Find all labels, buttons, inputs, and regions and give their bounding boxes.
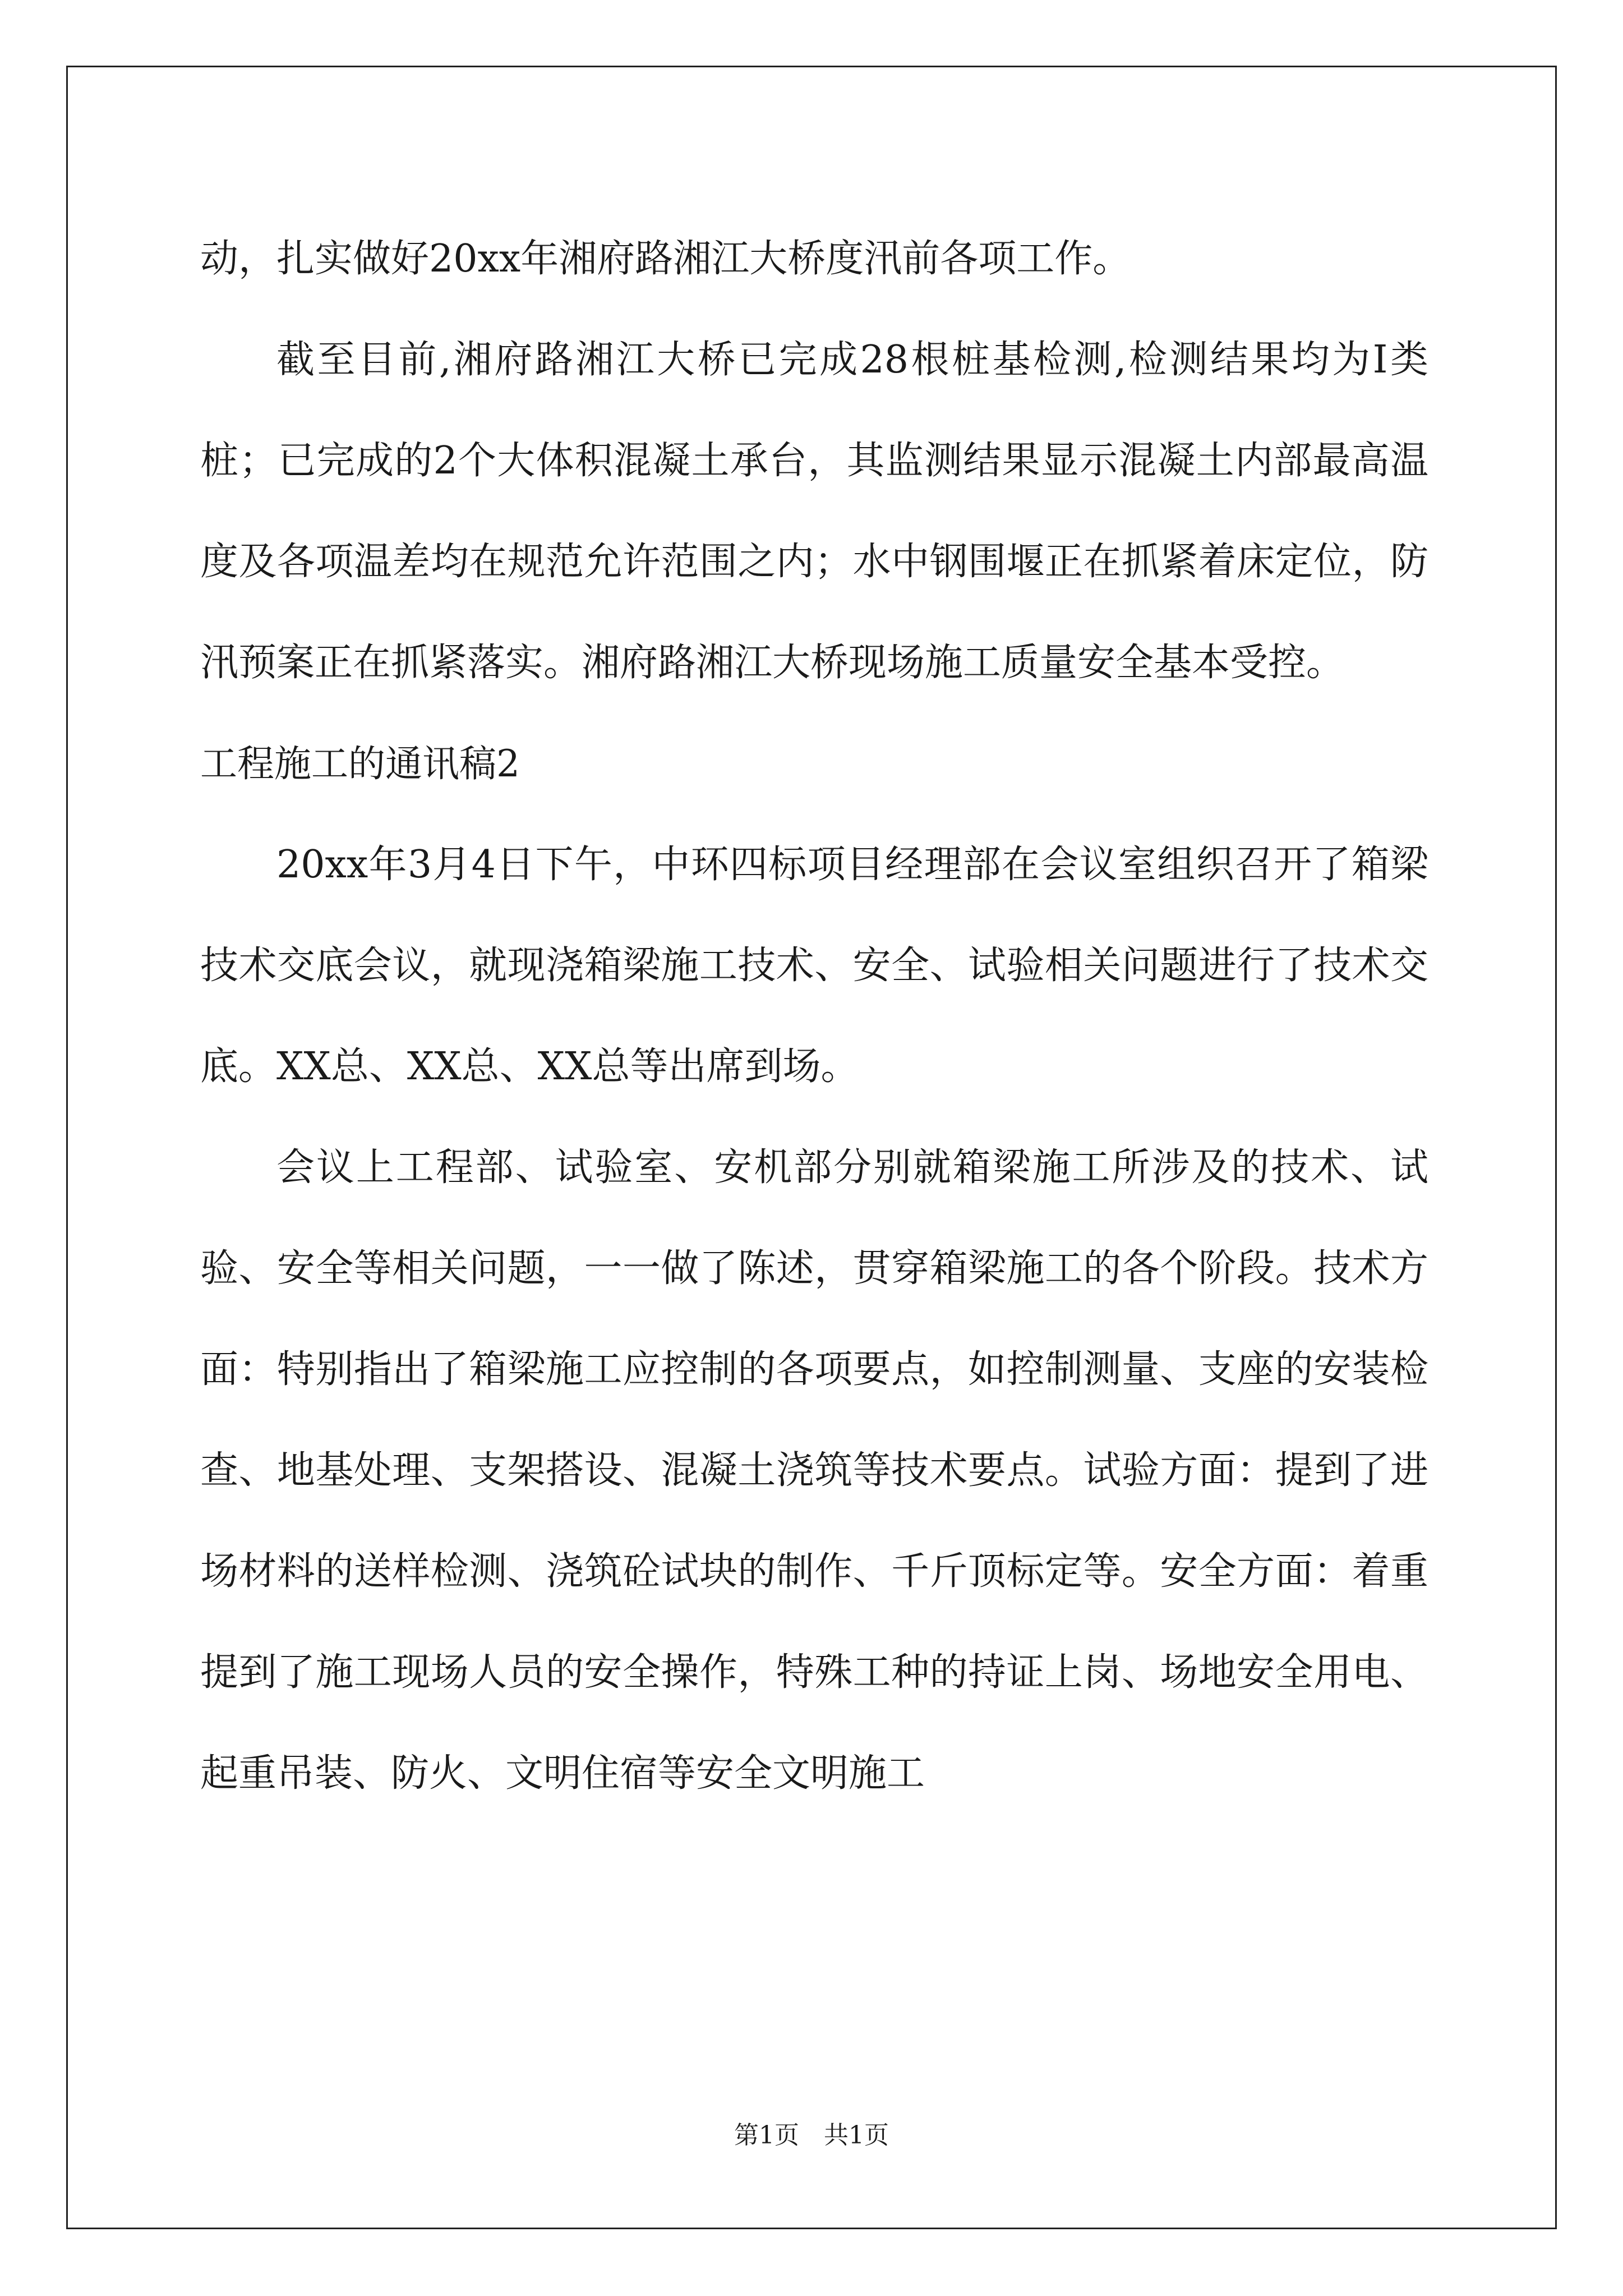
page-footer: 第1页 共1页 <box>734 2121 889 2150</box>
paragraph-1: 动，扎实做好20xx年湘府路湘江大桥度汛前各项工作。 <box>200 237 1131 281</box>
document-body <box>200 209 1428 1824</box>
paragraph-3: 20xx年3月4日下午，中环四标项目经理部在会议室组织召开了箱梁技术交底会议，就现浇箱梁施工技术、安全、试验相关问题进行了技术交底。XX总、XX总、XX总等出席到场。 <box>200 843 1428 1089</box>
paragraph-4: 会议上工程部、试验室、安机部分别就箱梁施工所涉及的技术、试验、安全等相关问题，一一做了陈述，贯穿箱梁施工的各个阶段。技术方面：特别指出了箱梁施工应控制的各项要点，如控制测量、支座的安装检查、地基处理、支架搭设、混凝土浇筑等技术要点。试验方面：提到了进场材料的送样检测、浇筑砼试块的制作、千斤顶标定等。安全方面：着重提到了施工现场人员的安全操作，特殊工种的持证上岗、场地安全用电、起重吊装、防火、文明住宿等安全文明施工 <box>200 1145 1428 1796</box>
paragraph-2: 截至目前,湘府路湘江大桥已完成28根桩基检测,检测结果均为Ⅰ类桩；已完成的2个大体积混凝土承台，其监测结果显示混凝土内部最高温度及各项温差均在规范允许范围之内；水中钢围堰正在抓紧着床定位，防汛预案正在抓紧落实。湘府路湘江大桥现场施工质量安全基本受控。 <box>200 338 1428 685</box>
section-heading: 工程施工的通讯稿2 <box>200 742 520 785</box>
